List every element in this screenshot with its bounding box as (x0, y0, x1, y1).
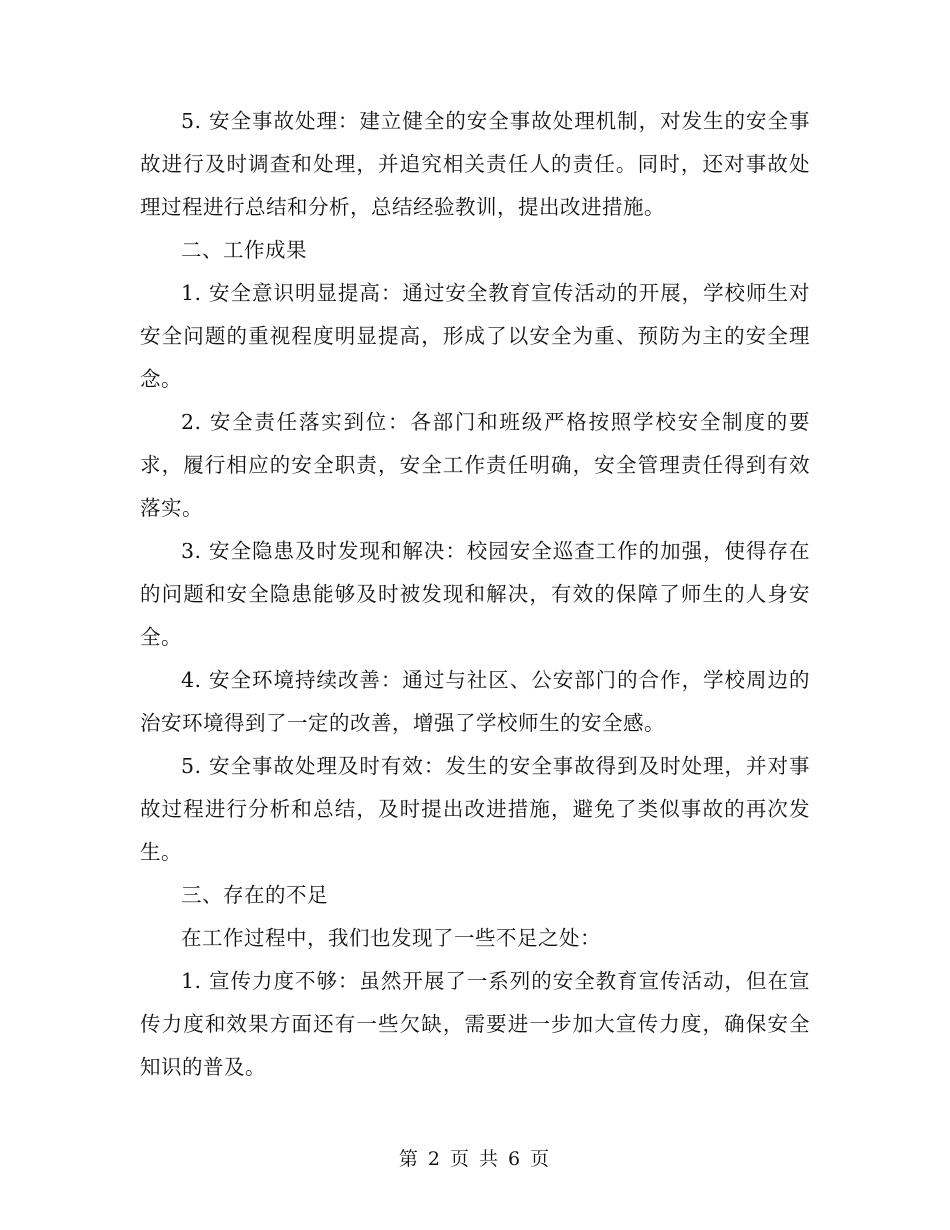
paragraph-shortcomings-intro: 在工作过程中，我们也发现了一些不足之处： (181, 926, 601, 950)
paragraph-result-awareness: 1. 安全意识明显提高：通过安全教育宣传活动的开展，学校师生对安全问题的重视程度明显提高，形成了以安全为重、预防为主的安全理念。 (140, 281, 810, 391)
document-body (140, 100, 810, 1089)
paragraph-result-accidents: 5. 安全事故处理及时有效：发生的安全事故得到及时处理，并对事故过程进行分析和总结，及时提出改进措施，避免了类似事故的再次发生。 (140, 754, 810, 864)
paragraph-accident-handling: 5. 安全事故处理：建立健全的安全事故处理机制，对发生的安全事故进行及时调查和处理，并追究相关责任人的责任。同时，还对事故处理过程进行总结和分析，总结经验教训，提出改进措施。 (140, 109, 810, 219)
page-number-footer: 第 2 页 共 6 页 (398, 1148, 552, 1170)
section-heading-work-results: 二、工作成果 (181, 238, 307, 262)
paragraph-result-responsibility: 2. 安全责任落实到位：各部门和班级严格按照学校安全制度的要求，履行相应的安全职责，安全工作责任明确，安全管理责任得到有效落实。 (140, 410, 810, 520)
paragraph-result-environment: 4. 安全环境持续改善：通过与社区、公安部门的合作，学校周边的治安环境得到了一定的改善，增强了学校师生的安全感。 (140, 668, 810, 735)
section-heading-shortcomings: 三、存在的不足 (181, 883, 328, 907)
paragraph-shortcoming-publicity: 1. 宣传力度不够：虽然开展了一系列的安全教育宣传活动，但在宣传力度和效果方面还有一些欠缺，需要进一步加大宣传力度，确保安全知识的普及。 (140, 969, 810, 1079)
paragraph-result-hazards: 3. 安全隐患及时发现和解决：校园安全巡查工作的加强，使得存在的问题和安全隐患能够及时被发现和解决，有效的保障了师生的人身安全。 (140, 539, 810, 649)
